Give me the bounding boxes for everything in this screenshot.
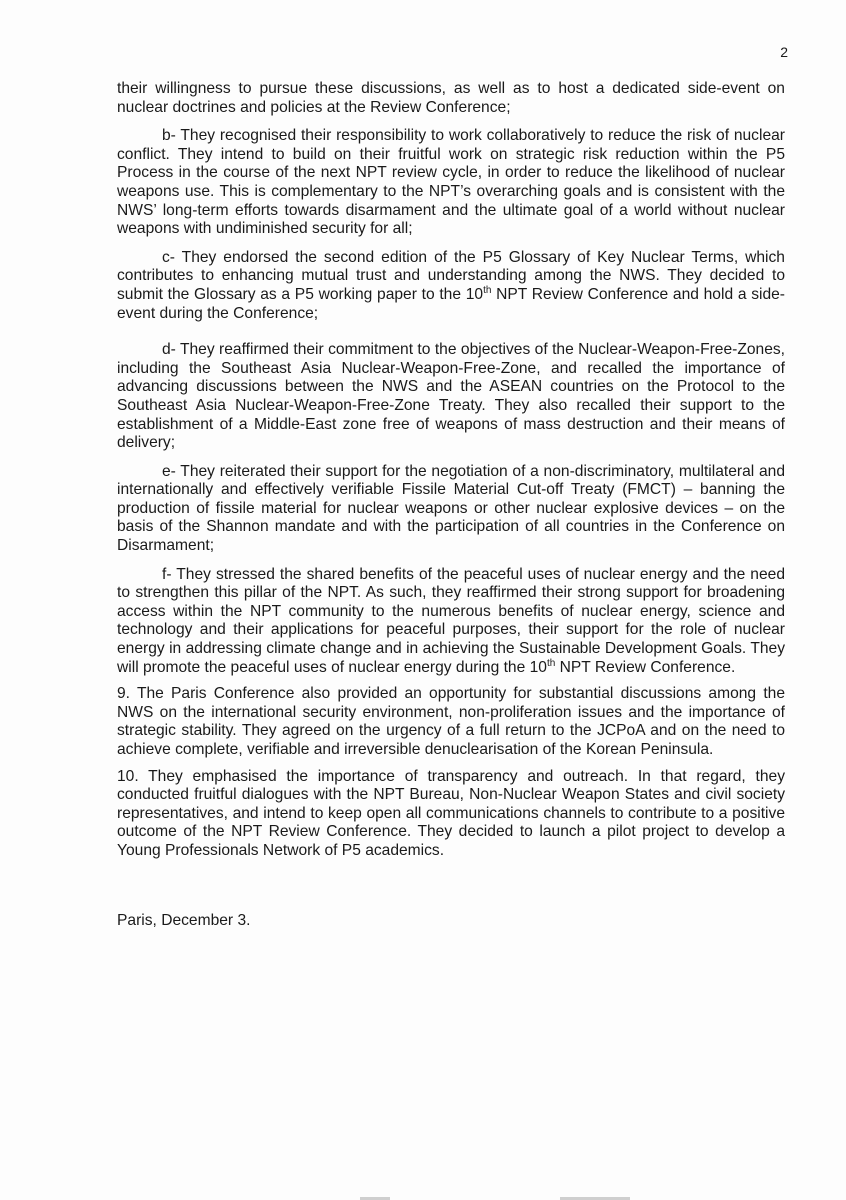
paragraph-c-text-1: c- They endorsed the second edition of the P5 Glossary of Key Nuclear Terms, which contributes to enhancing mutual trust and understanding among the NWS. They decided to submit the Glossary as a P5 working paper to the 10: [117, 248, 785, 303]
paragraph-c-text-2: NPT Review Conference and hold a side-event during the Conference;: [117, 285, 786, 322]
paragraph-f-superscript: th: [546, 657, 556, 669]
paragraph-b: b- They recognised their responsibility to work collaboratively to reduce the risk of nuclear conflict. They intend to build on their fruitful work on strategic risk reduction within the P5 Process in the course of the next NPT review cycle, in order to reduce the likelihood of nuclear weapons use. This is complementary to the NPT’s overarching goals and is consistent with the NWS’ long-term efforts towards disarmament and the ultimate goal of a world without nuclear weapons with undiminished security for all;: [117, 127, 785, 238]
document-body: [117, 80, 785, 871]
paragraph-e: e- They reiterated their support for the negotiation of a non-discriminatory, multilateral and internationally and effectively verifiable Fissile Material Cut-off Treaty (FMCT) – banning the production of fissile material for nuclear weapons or other nuclear explosive devices – on the basis of the Shannon mandate and with the participation of all countries in the Conference on Disarmament;: [117, 462, 785, 555]
paragraph-f-text-1: f- They stressed the shared benefits of the peaceful uses of nuclear energy and the need to strengthen this pillar of the NPT. As such, they reaffirmed their strong support for broadening access within the NPT community to the numerous benefits of nuclear energy, science and technology and their applications for peaceful purposes, their support for the role of nuclear energy in addressing climate change and in achieving the Sustainable Development Goals. They will promote the peaceful uses of nuclear energy during the 10: [117, 565, 785, 676]
paragraph-c: [117, 249, 785, 323]
paragraph-f-text-2: NPT Review Conference.: [555, 658, 736, 676]
paragraph-10: 10. They emphasised the importance of transparency and outreach. In that regard, they conducted fruitful dialogues with the NPT Bureau, Non-Nuclear Weapon States and civil society representatives, and intend to keep open all communications channels to contribute to a positive outcome of the NPT Review Conference. They decided to launch a pilot project to develop a Young Professionals Network of P5 academics.: [117, 767, 785, 859]
paragraph-d: d- They reaffirmed their commitment to the objectives of the Nuclear-Weapon-Free-Zones, including the Southeast Asia Nuclear-Weapon-Free-Zone, and recalled the importance of advancing discussions between the NWS and the ASEAN countries on the Protocol to the Southeast Asia Nuclear-Weapon-Free-Zone Treaty. They also recalled their support to the establishment of a Middle-East zone free of weapons of mass destruction and their means of delivery;: [117, 341, 785, 452]
paragraph-9: 9. The Paris Conference also provided an opportunity for substantial discussions among the NWS on the international security environment, non-proliferation issues and the importance of strategic stability. They agreed on the urgency of a full return to the JCPoA and on the need to achieve complete, verifiable and irreversible denuclearisation of the Korean Peninsula.: [117, 685, 785, 758]
paragraph-intro: their willingness to pursue these discussions, as well as to host a dedicated side-event on nuclear doctrines and policies at the Review Conference;: [117, 80, 785, 116]
paragraph-f: [117, 566, 785, 678]
closing-place-date: Paris, December 3.: [117, 912, 251, 929]
paragraph-c-superscript: th: [483, 284, 492, 296]
page-number: 2: [780, 44, 788, 60]
